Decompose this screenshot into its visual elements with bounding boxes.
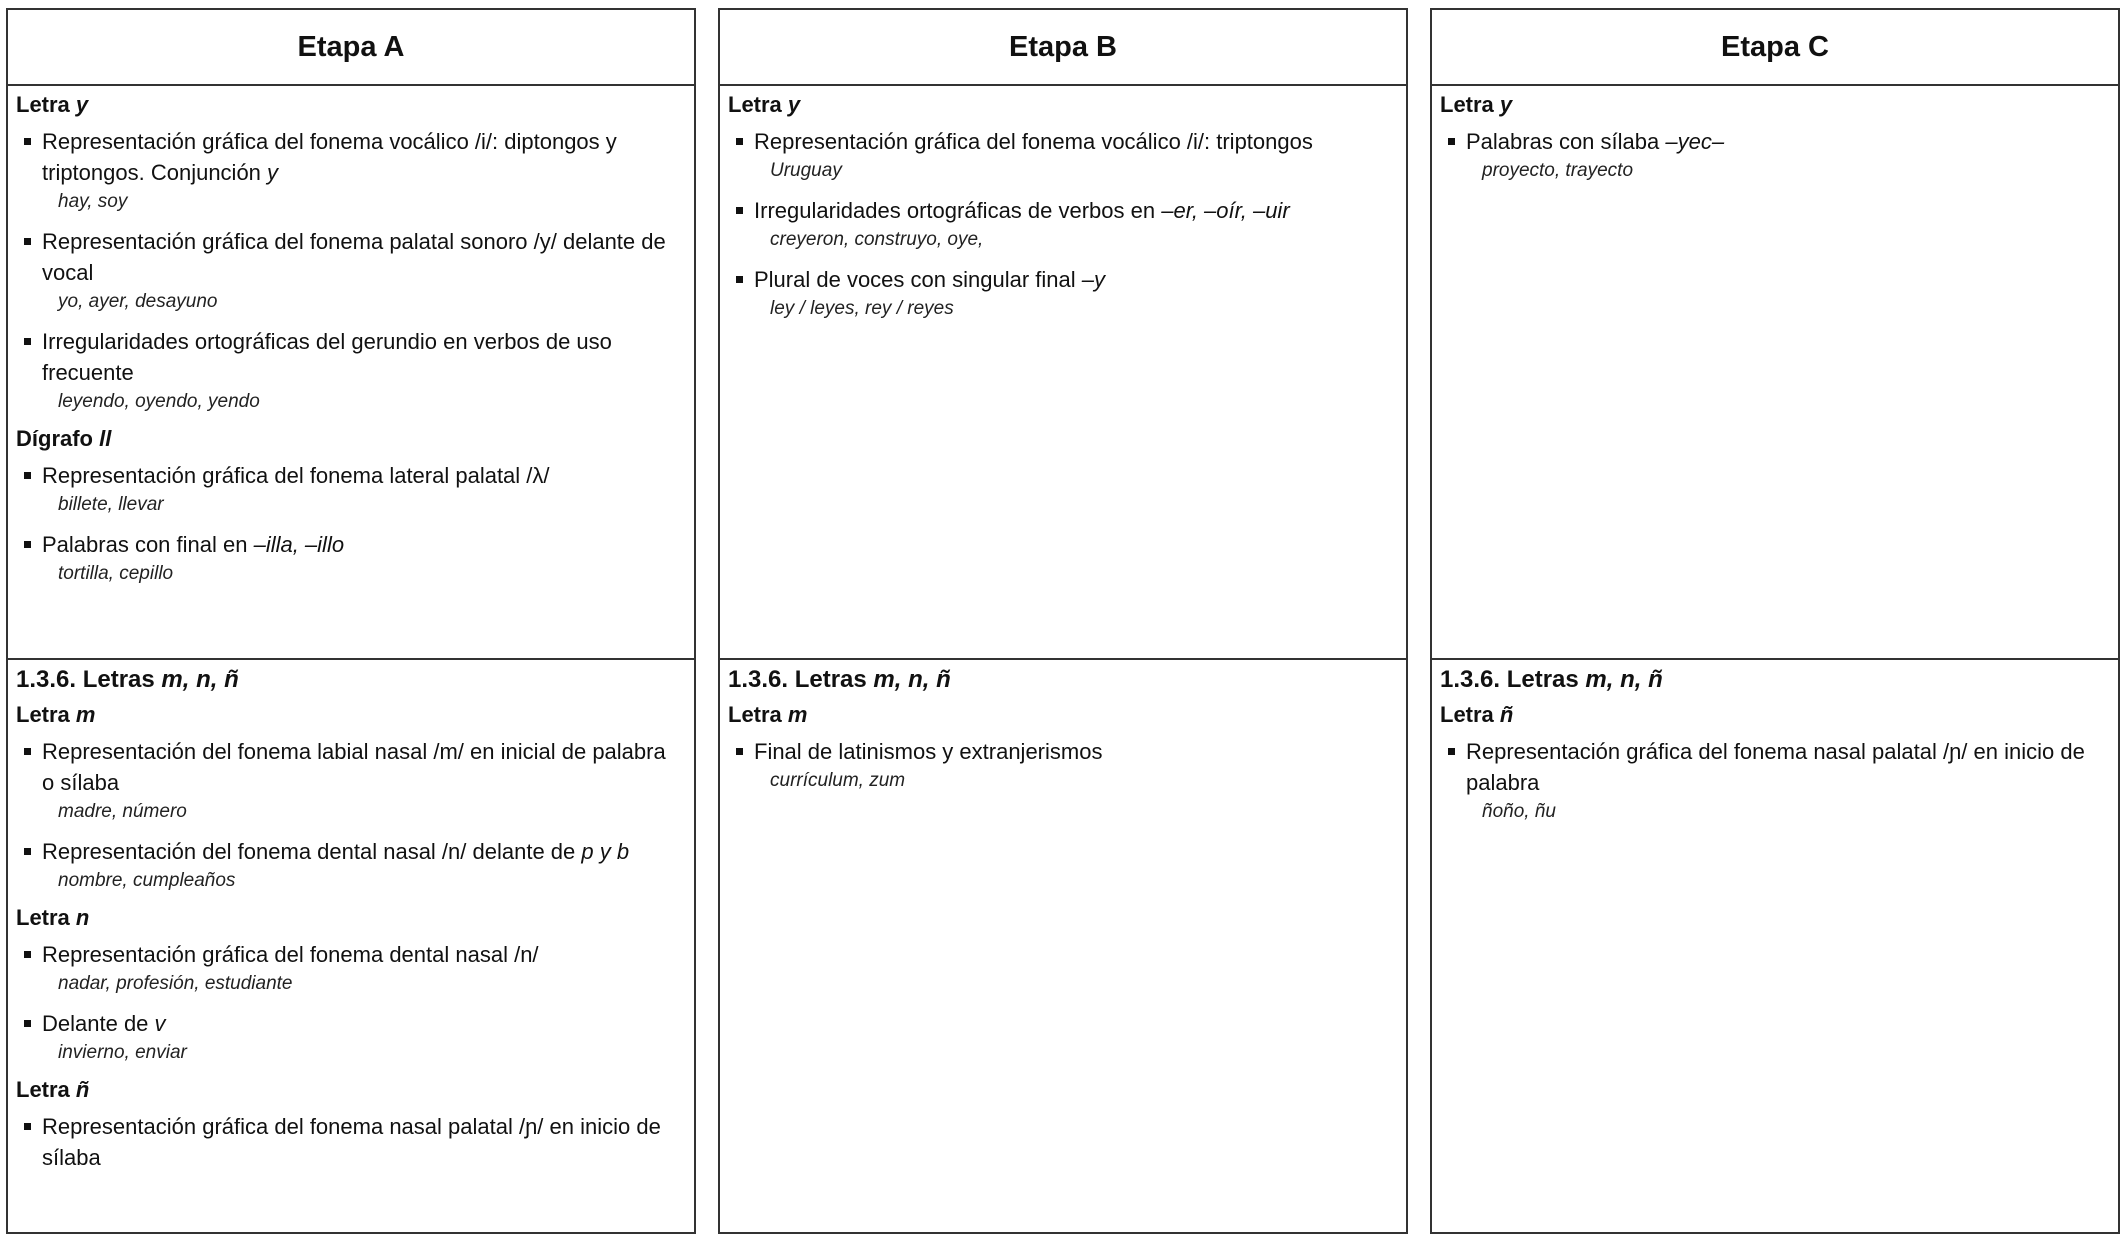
- example-text: proyecto, trayecto: [1482, 160, 1634, 181]
- cell-letra-y: [1432, 86, 2118, 660]
- column-etapa-a: [6, 8, 696, 1234]
- list-item: Representación gráfica del fonema palatal sonoro /y/ delante de vocal: [16, 226, 684, 288]
- example-text: invierno, enviar: [58, 1042, 187, 1063]
- list-item: Irregularidades ortográficas del gerundio en verbos de uso frecuente: [16, 326, 684, 388]
- section-heading: 1.3.6. Letras m, n, ñ: [16, 666, 239, 693]
- letter-heading: Letra ñ: [16, 1077, 90, 1102]
- example-text: tortilla, cepillo: [58, 563, 174, 584]
- example-text: yo, ayer, desayuno: [58, 291, 218, 312]
- cell-letra-y: [720, 86, 1406, 660]
- list-item: Palabras con final en –illa, –illo: [16, 529, 684, 560]
- example-text: Uruguay: [770, 160, 842, 181]
- example-text: nombre, cumpleaños: [58, 870, 236, 891]
- list-item: Representación gráfica del fonema dental nasal /n/: [16, 939, 684, 970]
- column-title: Etapa A: [8, 10, 694, 86]
- cell-letras-m-n-enye: [1432, 660, 2118, 1232]
- list-item: Palabras con sílaba –yec–: [1440, 126, 2108, 157]
- list-item: Representación del fonema dental nasal /n/ delante de p y b: [16, 836, 684, 867]
- example-text: billete, llevar: [58, 494, 164, 515]
- list-item: Final de latinismos y extranjerismos: [728, 736, 1396, 767]
- letter-heading: Letra y: [728, 92, 801, 117]
- example-text: leyendo, oyendo, yendo: [58, 391, 260, 412]
- column-title: Etapa C: [1432, 10, 2118, 86]
- example-text: nadar, profesión, estudiante: [58, 973, 293, 994]
- example-text: hay, soy: [58, 191, 128, 212]
- list-item: Irregularidades ortográficas de verbos en –er, –oír, –uir: [728, 195, 1396, 226]
- example-text: currículum, zum: [770, 770, 906, 791]
- column-etapa-c: [1430, 8, 2120, 1234]
- example-text: creyeron, construyo, oye,: [770, 229, 984, 250]
- list-item: Representación del fonema labial nasal /m/ en inicial de palabra o sílaba: [16, 736, 684, 798]
- section-heading: 1.3.6. Letras m, n, ñ: [728, 666, 951, 693]
- list-item: Delante de v: [16, 1008, 684, 1039]
- letter-heading: Letra n: [16, 905, 90, 930]
- list-item: Plural de voces con singular final –y: [728, 264, 1396, 295]
- column-etapa-b: [718, 8, 1408, 1234]
- letter-heading: Letra m: [728, 702, 808, 727]
- example-text: ñoño, ñu: [1482, 801, 1556, 822]
- cell-letras-m-n-enye: [8, 660, 694, 1232]
- list-item: Representación gráfica del fonema vocálico /i/: diptongos y triptongos. Conjunción y: [16, 126, 684, 188]
- list-item: Representación gráfica del fonema nasal palatal /ɲ/ en inicio de palabra: [1440, 736, 2108, 798]
- list-item: Representación gráfica del fonema lateral palatal /λ/: [16, 460, 684, 491]
- column-title: Etapa B: [720, 10, 1406, 86]
- cell-letra-y-ll: [8, 86, 694, 660]
- list-item: Representación gráfica del fonema nasal palatal /ɲ/ en inicio de sílaba: [16, 1111, 684, 1173]
- letter-heading: Dígrafo ll: [16, 426, 112, 451]
- letter-heading: Letra m: [16, 702, 96, 727]
- example-text: ley / leyes, rey / reyes: [770, 298, 954, 319]
- cell-letras-m-n-enye: [720, 660, 1406, 1232]
- letter-heading: Letra y: [16, 92, 89, 117]
- list-item: Representación gráfica del fonema vocálico /i/: triptongos: [728, 126, 1396, 157]
- letter-heading: Letra ñ: [1440, 702, 1514, 727]
- section-heading: 1.3.6. Letras m, n, ñ: [1440, 666, 1663, 693]
- example-text: madre, número: [58, 801, 187, 822]
- letter-heading: Letra y: [1440, 92, 1513, 117]
